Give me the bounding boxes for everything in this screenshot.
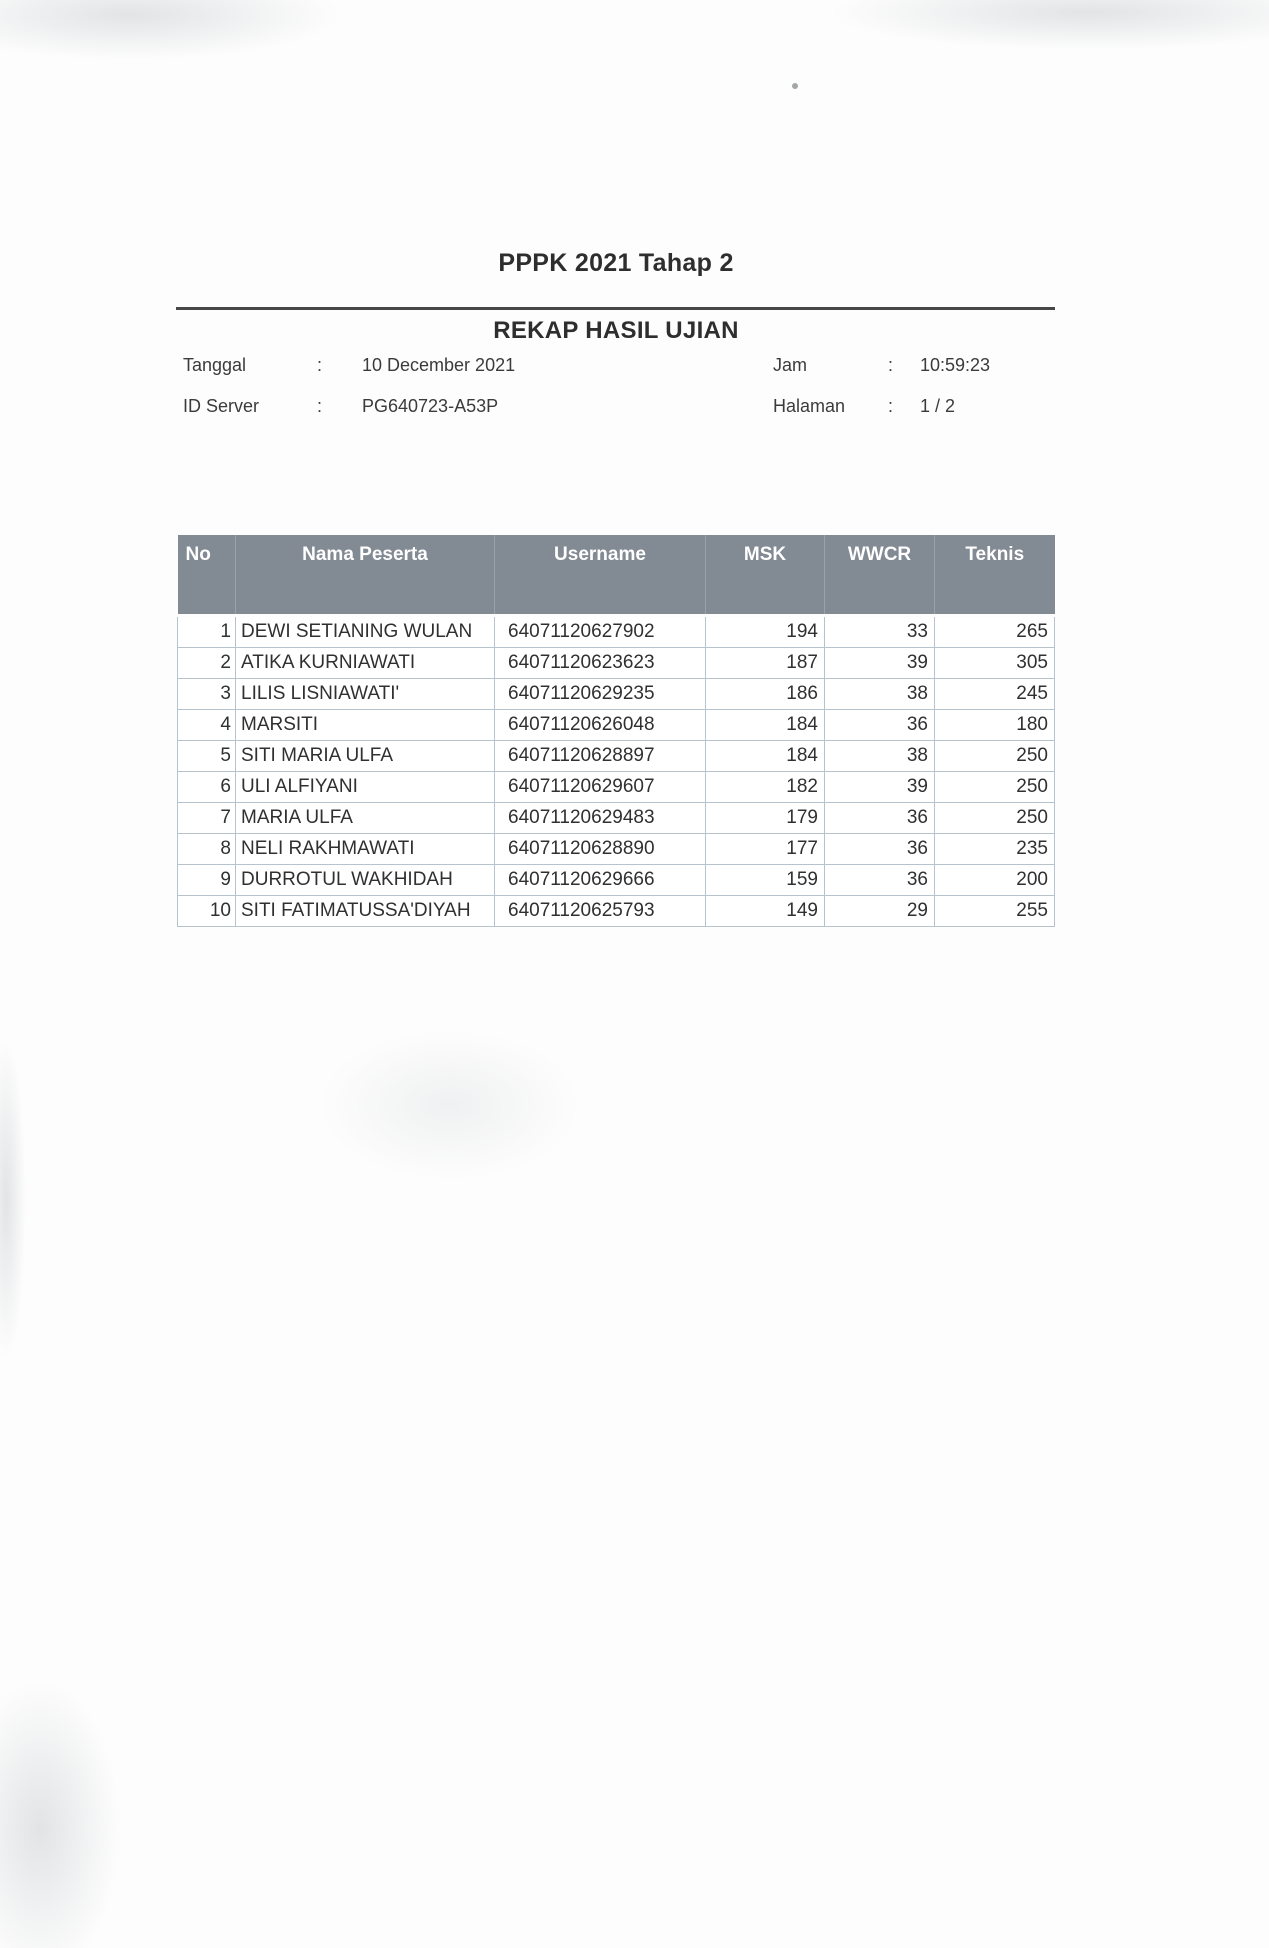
scan-artifact xyxy=(830,0,1269,50)
cell-no: 10 xyxy=(178,896,236,927)
column-header-nama: Nama Peserta xyxy=(236,535,495,616)
cell-nama: MARIA ULFA xyxy=(236,803,495,834)
scan-artifact xyxy=(0,1680,120,1948)
table-row xyxy=(178,741,1055,772)
cell-msk: 184 xyxy=(706,741,825,772)
tanggal-value: 10 December 2021 xyxy=(362,355,516,375)
report-subtitle: REKAP HASIL UJIAN xyxy=(493,317,739,344)
results-table-header xyxy=(178,535,1055,616)
cell-username: 64071120629483 xyxy=(495,803,706,834)
halaman-label: Halaman xyxy=(773,396,846,416)
table-row xyxy=(178,616,1055,648)
id-server-value: PG640723-A53P xyxy=(362,396,499,416)
cell-msk: 187 xyxy=(706,648,825,679)
cell-msk: 184 xyxy=(706,710,825,741)
colon: : xyxy=(317,355,323,375)
cell-wwcr: 36 xyxy=(825,710,935,741)
cell-wwcr: 33 xyxy=(825,616,935,648)
cell-username: 64071120629235 xyxy=(495,679,706,710)
jam-value: 10:59:23 xyxy=(920,355,991,375)
colon: : xyxy=(317,396,323,416)
table-row xyxy=(178,679,1055,710)
cell-teknis: 245 xyxy=(935,679,1055,710)
cell-teknis: 255 xyxy=(935,896,1055,927)
colon: : xyxy=(888,396,894,416)
cell-no: 3 xyxy=(178,679,236,710)
cell-nama: ULI ALFIYANI xyxy=(236,772,495,803)
cell-teknis: 235 xyxy=(935,834,1055,865)
cell-teknis: 305 xyxy=(935,648,1055,679)
cell-msk: 159 xyxy=(706,865,825,896)
cell-username: 64071120623623 xyxy=(495,648,706,679)
cell-username: 64071120629666 xyxy=(495,865,706,896)
table-row xyxy=(178,896,1055,927)
table-row xyxy=(178,834,1055,865)
column-header-username: Username xyxy=(495,535,706,616)
jam-label: Jam xyxy=(773,355,808,375)
cell-wwcr: 39 xyxy=(825,648,935,679)
cell-no: 6 xyxy=(178,772,236,803)
cell-teknis: 250 xyxy=(935,803,1055,834)
cell-wwcr: 36 xyxy=(825,834,935,865)
table-row xyxy=(178,710,1055,741)
scan-artifact xyxy=(0,1040,26,1360)
cell-teknis: 200 xyxy=(935,865,1055,896)
cell-username: 64071120628890 xyxy=(495,834,706,865)
cell-wwcr: 36 xyxy=(825,865,935,896)
cell-msk: 182 xyxy=(706,772,825,803)
cell-nama: SITI MARIA ULFA xyxy=(236,741,495,772)
colon: : xyxy=(888,355,894,375)
cell-username: 64071120625793 xyxy=(495,896,706,927)
cell-no: 1 xyxy=(178,616,236,648)
results-table-body xyxy=(178,616,1055,927)
cell-teknis: 180 xyxy=(935,710,1055,741)
page-title: PPPK 2021 Tahap 2 xyxy=(498,249,734,277)
cell-username: 64071120629607 xyxy=(495,772,706,803)
cell-msk: 179 xyxy=(706,803,825,834)
cell-no: 9 xyxy=(178,865,236,896)
cell-username: 64071120626048 xyxy=(495,710,706,741)
cell-username: 64071120627902 xyxy=(495,616,706,648)
cell-no: 2 xyxy=(178,648,236,679)
cell-username: 64071120628897 xyxy=(495,741,706,772)
cell-no: 5 xyxy=(178,741,236,772)
cell-no: 4 xyxy=(178,710,236,741)
table-row xyxy=(178,865,1055,896)
cell-no: 7 xyxy=(178,803,236,834)
cell-wwcr: 36 xyxy=(825,803,935,834)
cell-msk: 186 xyxy=(706,679,825,710)
cell-msk: 177 xyxy=(706,834,825,865)
cell-msk: 194 xyxy=(706,616,825,648)
column-header-no: No xyxy=(178,535,236,616)
halaman-value: 1 / 2 xyxy=(920,396,956,416)
column-header-wwcr: WWCR xyxy=(825,535,935,616)
results-table xyxy=(177,535,1055,927)
column-header-teknis: Teknis xyxy=(935,535,1055,616)
tanggal-label: Tanggal xyxy=(183,355,247,375)
cell-nama: MARSITI xyxy=(236,710,495,741)
cell-teknis: 250 xyxy=(935,741,1055,772)
cell-wwcr: 29 xyxy=(825,896,935,927)
cell-wwcr: 39 xyxy=(825,772,935,803)
scan-artifact xyxy=(320,1030,580,1180)
cell-teknis: 265 xyxy=(935,616,1055,648)
cell-no: 8 xyxy=(178,834,236,865)
cell-nama: SITI FATIMATUSSA'DIYAH xyxy=(236,896,495,927)
cell-wwcr: 38 xyxy=(825,679,935,710)
table-row xyxy=(178,803,1055,834)
cell-nama: ATIKA KURNIAWATI xyxy=(236,648,495,679)
scan-speck xyxy=(792,83,798,89)
cell-nama: LILIS LISNIAWATI' xyxy=(236,679,495,710)
table-row xyxy=(178,772,1055,803)
cell-msk: 149 xyxy=(706,896,825,927)
column-header-msk: MSK xyxy=(706,535,825,616)
cell-nama: DEWI SETIANING WULAN xyxy=(236,616,495,648)
cell-wwcr: 38 xyxy=(825,741,935,772)
table-row xyxy=(178,648,1055,679)
cell-teknis: 250 xyxy=(935,772,1055,803)
cell-nama: DURROTUL WAKHIDAH xyxy=(236,865,495,896)
header-row xyxy=(178,535,1055,616)
scan-artifact xyxy=(0,0,340,60)
cell-nama: NELI RAKHMAWATI xyxy=(236,834,495,865)
title-divider xyxy=(176,307,1055,310)
id-server-label: ID Server xyxy=(183,396,260,416)
